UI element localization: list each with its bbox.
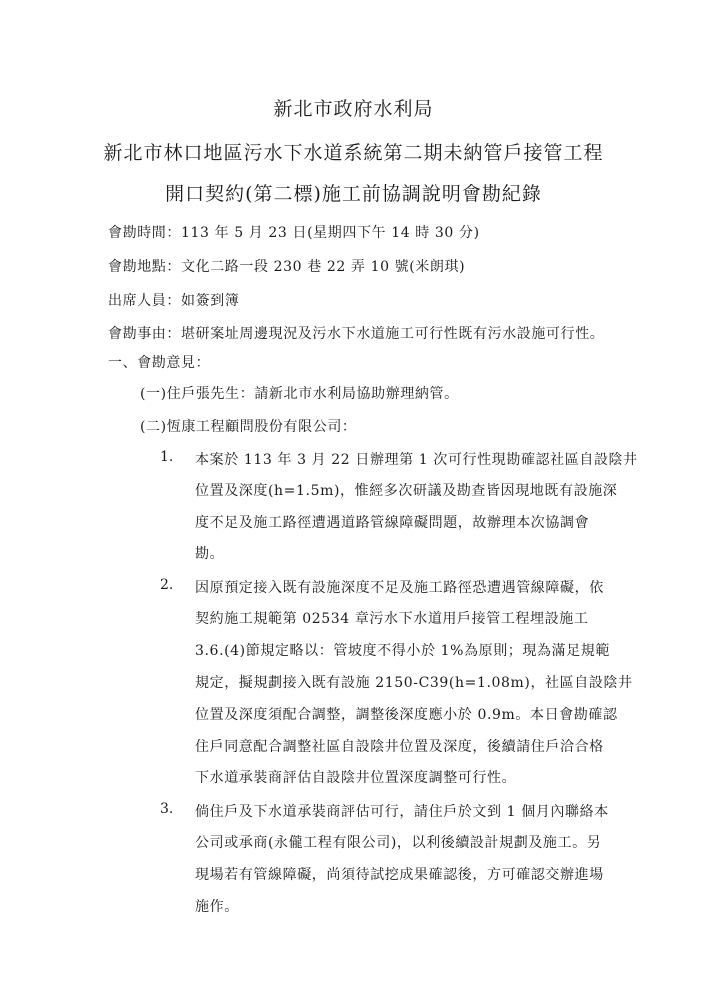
opinion-consultant-heading: (二)恆康工程顧問股份有限公司：: [140, 419, 357, 435]
item-line: 倘住戶及下水道承裝商評估可行，請住戶於文到 1 個月內聯絡本: [195, 804, 609, 820]
item-line: 公司或承商(永儱工程有限公司)，以利後續設計規劃及施工。另: [195, 835, 602, 851]
item-number: 2.: [160, 577, 174, 593]
item-line: 3.6.(4)節規定略以：管坡度不得小於 1%為原則；現為滿足規範: [195, 643, 611, 659]
item-line: 因原預定接入既有設施深度不足及施工路徑恐遭遇管線障礙，依: [195, 580, 604, 596]
item-number: 1.: [160, 449, 174, 465]
item-line: 位置及深度(h=1.5m)，惟經多次研議及勘查皆因現地既有設施深: [195, 483, 618, 499]
document-title-project: 新北市林口地區污水下水道系統第二期未納管戶接管工程: [103, 142, 604, 164]
meeting-attendees: 出席人員：如簽到簿: [108, 293, 240, 309]
item-line: 規定，擬規劃接入既有設施 2150-C39(h=1.08m)，社區自設陰井: [195, 675, 633, 691]
document-title-meeting: 開口契約(第二標)施工前協調說明會勘紀錄: [165, 183, 542, 205]
item-line: 下水道承裝商評估自設陰井位置深度調整可行性。: [195, 770, 517, 786]
item-line: 現場若有管線障礙，尚須待試挖成果確認後，方可確認交辦進場: [195, 867, 604, 883]
document-title-agency: 新北市政府水利局: [273, 98, 434, 120]
meeting-place: 會勘地點：文化二路一段 230 巷 22 弄 10 號(米朗琪): [108, 259, 466, 275]
item-line: 本案於 113 年 3 月 22 日辦理第 1 次可行性現勘確認社區自設陰井: [195, 452, 638, 468]
item-line: 施作。: [195, 899, 239, 915]
item-number: 3.: [160, 801, 174, 817]
item-line: 住戶同意配合調整社區自設陰井位置及深度，後續請住戶洽合格: [195, 739, 604, 755]
section-heading: 一、會勘意見：: [108, 355, 211, 371]
item-line: 度不足及施工路徑遭遇道路管線障礙問題，故辦理本次協調會: [195, 515, 590, 531]
meeting-time: 會勘時間：113 年 5 月 23 日(星期四下午 14 時 30 分): [108, 225, 480, 241]
item-line: 位置及深度須配合調整，調整後深度應小於 0.9m。本日會勘確認: [195, 707, 618, 723]
opinion-resident: (一)住戶張先生：請新北市水利局協助辦理納管。: [140, 386, 459, 402]
item-line: 契約施工規範第 02534 章污水下水道用戶接管工程埋設施工: [195, 611, 589, 627]
item-line: 勘。: [195, 546, 225, 562]
meeting-reason: 會勘事由：堪研案址周邊現況及污水下水道施工可行性既有污水設施可行性。: [108, 326, 605, 342]
